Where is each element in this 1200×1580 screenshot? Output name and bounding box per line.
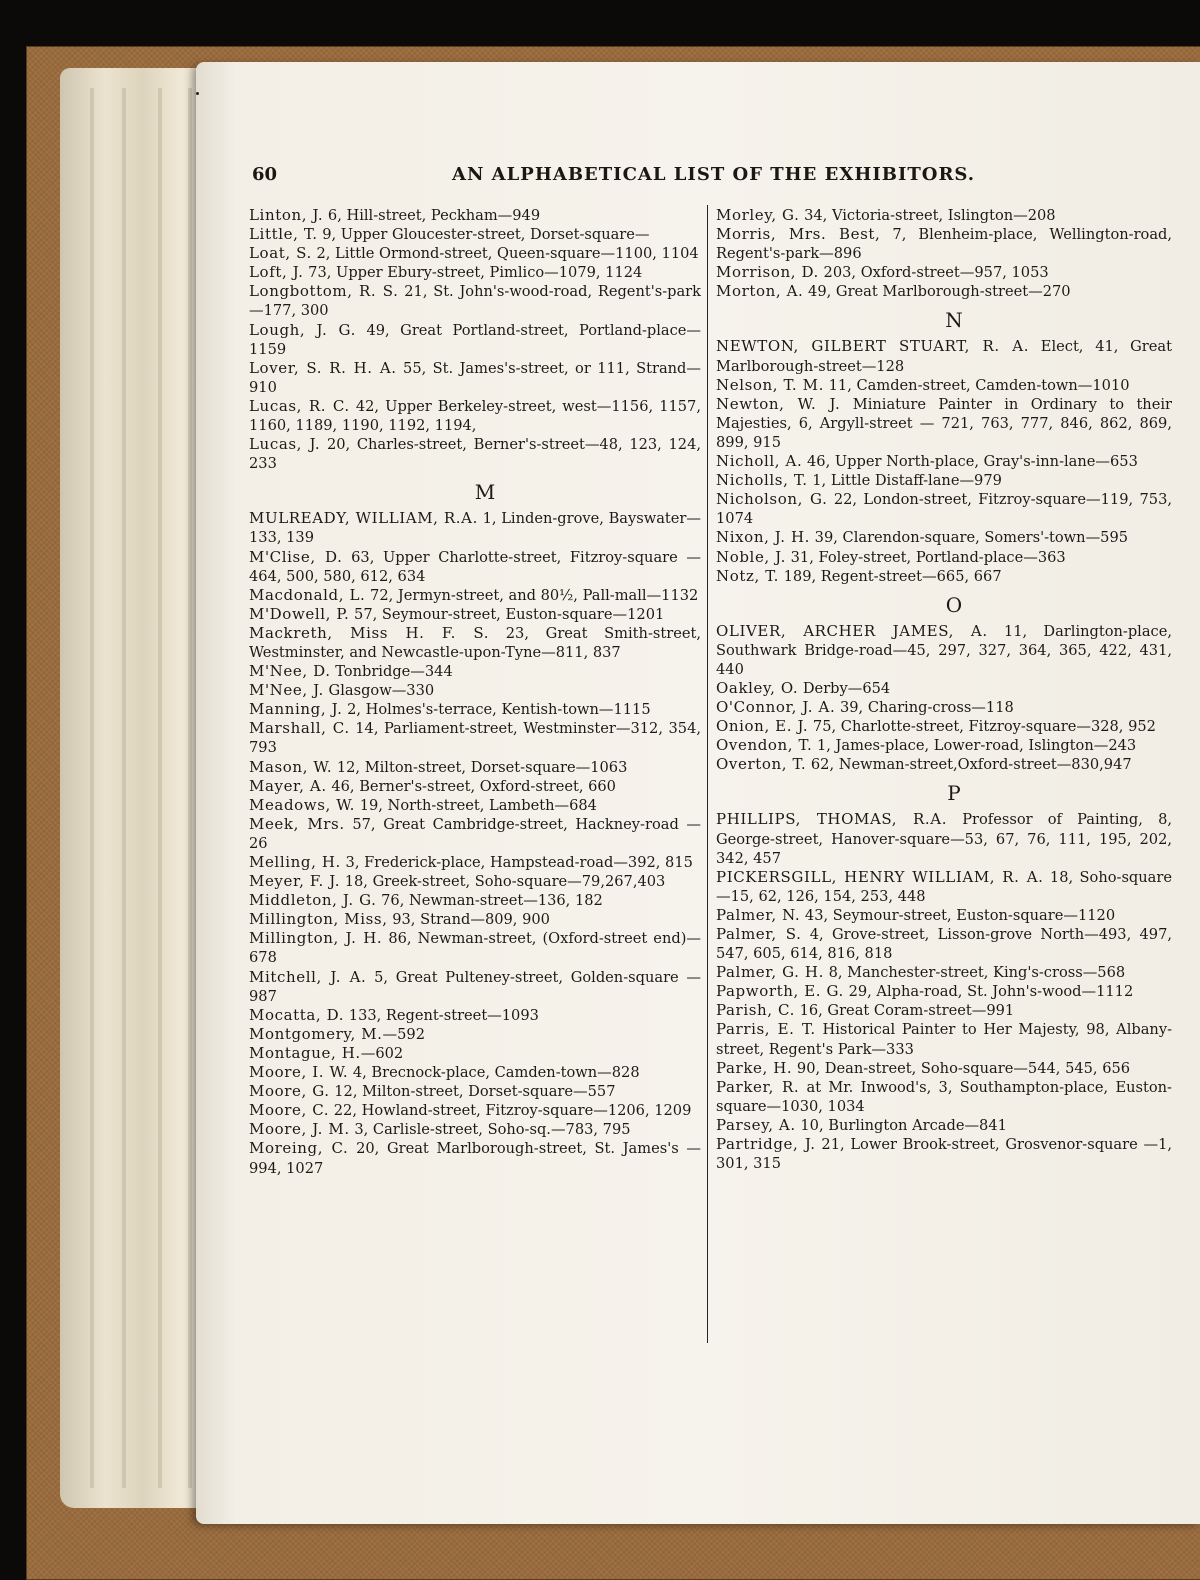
exhibitor-name: Loft, J.: [249, 263, 304, 282]
exhibitor-name: Lough, J. G.: [249, 320, 356, 339]
exhibitor-details: 18, Soho-square—15, 62, 126, 154, 253, 448: [716, 868, 1172, 905]
exhibitor-entry: [716, 1001, 1172, 1020]
exhibitor-entry: [249, 1139, 701, 1177]
exhibitor-entry: [716, 206, 1172, 225]
exhibitor-name: Nicholl, A.: [716, 452, 803, 471]
exhibitor-entry: [716, 263, 1172, 282]
exhibitor-details: 189, Regent-street—665, 667: [779, 567, 1002, 585]
exhibitor-entry: [249, 624, 701, 662]
exhibitor-entry: [249, 910, 701, 929]
exhibitor-name: M'Dowell, P.: [249, 604, 350, 623]
exhibitor-details: 12, Milton-street, Dorset-square—557: [329, 1083, 616, 1101]
exhibitor-entry: [716, 1020, 1172, 1058]
exhibitor-name: Mitchell, J. A.: [249, 967, 367, 986]
exhibitor-details: Glasgow—330: [323, 682, 435, 700]
exhibitor-entry: [716, 736, 1172, 755]
exhibitor-details: 6, Hill-street, Peckham—949: [323, 207, 541, 224]
exhibitor-details: 39, Charing-cross—118: [835, 699, 1014, 717]
exhibitor-entry: [249, 548, 701, 586]
exhibitor-name: Mason, W.: [249, 757, 333, 776]
exhibitor-details: 5, Great Pulteney-street, Golden-square —987: [249, 968, 701, 1005]
exhibitor-name: Nixon, J. H.: [716, 528, 811, 547]
exhibitor-name: Noble, J.: [716, 547, 786, 566]
exhibitor-name: Lucas, J.: [249, 435, 321, 454]
exhibitor-name: Montague, H.: [249, 1043, 361, 1062]
exhibitor-details: 203, Oxford-street—957, 1053: [818, 264, 1049, 282]
exhibitor-name: Melling, H.: [249, 853, 341, 871]
exhibitor-entry: [716, 679, 1172, 698]
exhibitor-details: 42, Upper Berkeley-street, west—1156, 1157, 1160, 1189, 1190, 1192, 1194,: [249, 397, 701, 435]
exhibitor-entry: [716, 225, 1172, 263]
exhibitor-name: MULREADY, WILLIAM, R.A.: [249, 509, 478, 528]
exhibitor-details: 20, Charles-street, Berner's-street—48, 123, 124, 233: [249, 436, 701, 473]
exhibitor-details: 14, Parliament-street, Westminster—312, 354, 793: [249, 720, 701, 757]
exhibitor-name: Notz, T.: [716, 566, 779, 585]
exhibitor-name: PICKERSGILL, HENRY WILLIAM, R. A.: [716, 867, 1044, 886]
exhibitor-entry: [716, 622, 1172, 679]
exhibitor-entry: [716, 490, 1172, 528]
exhibitor-name: Nicholson, G.: [716, 490, 828, 509]
exhibitor-name: Meek, Mrs.: [249, 814, 345, 833]
exhibitor-name: Mocatta, D.: [249, 1005, 345, 1024]
exhibitor-details: 62, Newman-street,Oxford-street—830,947: [806, 756, 1132, 774]
exhibitor-name: Marshall, C.: [249, 719, 350, 738]
exhibitor-details: Miniature Painter in Ordinary to their Majesties, 6, Argyll-street — 721, 763, 777, 846, 862, 869, 899, 915: [716, 395, 1172, 451]
exhibitor-details: 12, Milton-street, Dorset-square—1063: [332, 758, 628, 776]
exhibitor-name: Longbottom, R. S.: [249, 282, 399, 301]
exhibitor-details: 22, Howland-street, Fitzroy-square—1206, 1209: [329, 1102, 692, 1120]
exhibitor-entry: [716, 698, 1172, 717]
exhibitor-entry: [716, 925, 1172, 963]
exhibitor-details: 19, North-street, Lambeth—684: [355, 796, 597, 814]
exhibitor-entry: [249, 244, 701, 263]
page-mark: [196, 92, 199, 95]
exhibitor-details: 55, St. James's-street, or 111, Strand—910: [249, 359, 701, 396]
exhibitor-name: Little, T.: [249, 225, 318, 244]
exhibitor-name: Parker, R.: [716, 1077, 800, 1096]
exhibitor-entry: [716, 548, 1172, 567]
exhibitor-name: Moore, C.: [249, 1101, 330, 1120]
exhibitor-name: O'Connor, J. A.: [716, 698, 836, 717]
exhibitor-details: 8, Manchester-street, King's-cross—568: [823, 964, 1126, 982]
exhibitor-entry: [716, 1116, 1172, 1135]
exhibitor-entry: [249, 681, 701, 700]
exhibitor-entry: [249, 929, 701, 967]
exhibitor-details: 29, Alpha-road, St. John's-wood—1112: [843, 983, 1134, 1001]
exhibitor-name: M'Nee, J.: [249, 681, 324, 700]
section-letter: M: [474, 480, 496, 505]
exhibitor-name: Parish, C.: [716, 1001, 795, 1020]
exhibitor-entry: [249, 700, 701, 719]
exhibitor-entry: [249, 1044, 701, 1063]
exhibitor-details: 39, Clarendon-square, Somers'-town—595: [810, 529, 1129, 547]
exhibitor-details: 3, Frederick-place, Hampstead-road—392, 815: [340, 854, 693, 871]
exhibitor-details: 10, Burlington Arcade—841: [795, 1116, 1007, 1134]
exhibitor-name: Parsey, A.: [716, 1115, 796, 1134]
exhibitor-name: Meyer, F. J.: [249, 872, 341, 891]
exhibitor-name: Oakley, O.: [716, 678, 799, 697]
exhibitor-entry: [249, 225, 701, 244]
exhibitor-entry: [716, 528, 1172, 547]
exhibitor-name: NEWTON, GILBERT STUART, R. A.: [716, 337, 1030, 356]
exhibitor-details: 57, Great Cambridge-street, Hackney-road —26: [249, 815, 702, 852]
exhibitor-details: 75, Charlotte-street, Fitzroy-square—328, 952: [808, 718, 1156, 736]
exhibitor-entry: [716, 717, 1172, 736]
exhibitor-name: Montgomery, M.: [249, 1024, 383, 1043]
exhibitor-name: Papworth, E. G.: [716, 982, 844, 1001]
section-letter: P: [947, 781, 961, 806]
exhibitor-entry: [249, 872, 701, 891]
section-letter: N: [945, 308, 963, 333]
exhibitor-details: 76, Newman-street—136, 182: [376, 892, 603, 910]
exhibitor-name: Palmer, S.: [716, 925, 802, 943]
exhibitor-entry: [249, 509, 701, 547]
exhibitor-name: OLIVER, ARCHER JAMES, A.: [716, 621, 988, 640]
exhibitor-details: 43, Seymour-street, Euston-square—1120: [800, 906, 1116, 924]
exhibitor-details: 1, Little Distaff-lane—979: [807, 472, 1002, 490]
exhibitor-details: 11, Darlington-place, Southwark Bridge-road—45, 297, 327, 364, 365, 422, 431, 440: [716, 622, 1172, 678]
exhibitor-details: 34, Victoria-street, Islington—208: [799, 207, 1056, 224]
exhibitor-details: 72, Jermyn-street, and 80½, Pall-mall—1132: [365, 586, 699, 604]
exhibitor-name: Millington, Miss,: [249, 910, 388, 929]
exhibitor-entry: [249, 1063, 701, 1082]
exhibitor-name: Lover, S. R. H. A.: [249, 358, 397, 377]
exhibitor-details: 21, Lower Brook-street, Grosvenor-square —1, 301, 315: [716, 1136, 1173, 1173]
column-divider: [707, 205, 708, 1343]
exhibitor-entry: [249, 586, 701, 605]
exhibitor-details: 46, Berner's-street, Oxford-street, 660: [326, 777, 616, 795]
exhibitor-entry: [249, 758, 701, 777]
exhibitor-details: 46, Upper North-place, Gray's-inn-lane—653: [802, 453, 1138, 471]
exhibitor-name: Loat, S.: [249, 244, 312, 263]
exhibitor-details: 21, St. John's-wood-road, Regent's-park—177, 300: [249, 283, 702, 320]
exhibitor-details: 18, Greek-street, Soho-square—79,267,403: [340, 873, 666, 891]
exhibitor-details: 23, Great Smith-street, Westminster, and Newcastle-upon-Tyne—811, 837: [249, 624, 701, 661]
page-edges: [60, 68, 210, 1508]
exhibitor-entry: [716, 282, 1172, 301]
exhibitor-details: —602: [360, 1044, 404, 1062]
exhibitor-name: Palmer, N.: [716, 905, 801, 924]
exhibitor-entry: [249, 397, 701, 435]
exhibitor-details: —592: [382, 1025, 425, 1043]
exhibitor-entry: [249, 1006, 701, 1025]
exhibitor-name: Manning, J.: [249, 700, 343, 719]
exhibitor-name: Parris, E. T.: [716, 1020, 816, 1039]
exhibitor-details: Professor of Painting, 8, George-street, Hanover-square—53, 67, 76, 111, 195, 202, 342, 457: [716, 811, 1172, 867]
exhibitor-details: 16, Great Coram-street—991: [794, 1002, 1015, 1020]
exhibitor-details: Derby—654: [798, 679, 891, 697]
exhibitor-details: 49, Great Portland-street, Portland-place—1159: [249, 321, 701, 358]
exhibitor-entry: [249, 321, 701, 359]
exhibitor-details: 20, Great Marlborough-street, St. James's —994, 1027: [249, 1140, 701, 1177]
exhibitor-details: 31, Foley-street, Portland-place—363: [786, 548, 1066, 566]
exhibitor-entry: [716, 337, 1172, 375]
exhibitor-name: Macdonald, L.: [249, 585, 366, 604]
exhibitor-entry: [249, 796, 701, 815]
exhibitor-details: Historical Painter to Her Majesty, 98, Albany-street, Regent's Park—333: [716, 1021, 1172, 1058]
exhibitor-details: 133, Regent-street—1093: [344, 1006, 539, 1024]
exhibitor-name: Morton, A.: [716, 282, 804, 301]
page-title: AN ALPHABETICAL LIST OF THE EXHIBITORS.: [452, 164, 976, 185]
exhibitor-details: 93, Strand—809, 900: [387, 911, 550, 929]
exhibitor-entry: [249, 891, 701, 910]
exhibitor-name: Morrison, D.: [716, 263, 819, 282]
exhibitor-name: Morley, G.: [716, 206, 800, 224]
exhibitor-name: Ovendon, T.: [716, 736, 813, 755]
exhibitor-name: Moreing, C.: [249, 1139, 349, 1158]
exhibitor-entry: [249, 1082, 701, 1101]
exhibitor-entry: [249, 1025, 701, 1044]
exhibitor-entry: [249, 359, 701, 397]
exhibitor-details: 1, James-place, Lower-road, Islington—243: [812, 737, 1137, 755]
exhibitor-entry: [249, 1101, 701, 1120]
exhibitor-entry: [716, 906, 1172, 925]
exhibitor-entry: [249, 777, 701, 796]
exhibitor-details: 3, Carlisle-street, Soho-sq.—783, 795: [349, 1121, 631, 1139]
exhibitor-name: Onion, E. J.: [716, 717, 809, 736]
exhibitor-name: Palmer, G. H.: [716, 963, 824, 982]
exhibitor-entry: [716, 810, 1172, 867]
exhibitor-name: Linton, J.: [249, 206, 324, 224]
exhibitor-entry: [249, 206, 701, 225]
exhibitor-entry: [716, 395, 1172, 452]
exhibitor-name: Newton, W. J.: [716, 394, 841, 413]
exhibitor-details: 73, Upper Ebury-street, Pimlico—1079, 1124: [303, 264, 643, 282]
exhibitor-name: Millington, J. H.: [249, 929, 383, 948]
exhibitor-entry: [716, 963, 1172, 982]
exhibitor-details: Tonbridge—344: [330, 663, 453, 681]
exhibitor-name: M'Nee, D.: [249, 662, 331, 681]
exhibitor-name: Middleton, J. G.: [249, 891, 377, 910]
exhibitor-name: Parke, H.: [716, 1058, 793, 1077]
exhibitor-details: 2, Little Ormond-street, Queen-square—1100, 1104: [311, 245, 699, 263]
exhibitor-entry: [716, 452, 1172, 471]
exhibitor-entry: [716, 567, 1172, 586]
exhibitor-entry: [249, 719, 701, 757]
section-letter: O: [945, 592, 963, 617]
exhibitor-entry: [249, 815, 701, 853]
exhibitor-details: Elect, 41, Great Marlborough-street—128: [716, 338, 1172, 375]
exhibitor-entry: [249, 968, 701, 1006]
exhibitor-entry: [716, 1059, 1172, 1078]
exhibitor-name: M'Clise, D.: [249, 547, 343, 566]
left-column: [249, 206, 701, 1178]
exhibitor-entry: [716, 868, 1172, 906]
exhibitor-name: Moore, J. M.: [249, 1120, 350, 1139]
exhibitor-name: Partridge, J.: [716, 1135, 816, 1154]
exhibitor-entry: [716, 755, 1172, 774]
exhibitor-name: Mackreth, Miss H. F. S.: [249, 623, 490, 642]
exhibitor-name: Meadows, W.: [249, 795, 356, 814]
exhibitor-details: 11, Camden-street, Camden-town—1010: [824, 376, 1130, 394]
exhibitor-entry: [249, 605, 701, 624]
exhibitor-name: Overton, T.: [716, 755, 807, 774]
exhibitor-entry: [249, 263, 701, 282]
exhibitor-details: 90, Dean-street, Soho-square—544, 545, 656: [792, 1059, 1131, 1077]
exhibitor-details: 7, Blenheim-place, Wellington-road, Regent's-park—896: [716, 226, 1173, 263]
exhibitor-name: Lucas, R. C.: [249, 396, 350, 415]
exhibitor-entry: [716, 1135, 1172, 1173]
exhibitor-details: 4, Brecnock-place, Camden-town—828: [348, 1064, 640, 1082]
exhibitor-entry: [716, 376, 1172, 395]
exhibitor-entry: [249, 282, 701, 320]
exhibitor-details: 86, Newman-street, (Oxford-street end)—678: [249, 930, 701, 967]
exhibitor-details: 4, Grove-street, Lisson-grove North—493, 497, 547, 605, 614, 816, 818: [716, 926, 1173, 963]
exhibitor-entry: [249, 1120, 701, 1139]
exhibitor-details: 2, Holmes's-terrace, Kentish-town—1115: [342, 701, 651, 719]
right-column: [716, 206, 1172, 1173]
exhibitor-entry: [716, 1078, 1172, 1116]
exhibitor-entry: [249, 662, 701, 681]
exhibitor-details: 63, Upper Charlotte-street, Fitzroy-square —464, 500, 580, 612, 634: [249, 548, 701, 585]
exhibitor-entry: [249, 435, 701, 473]
exhibitor-name: Nelson, T. M.: [716, 375, 824, 394]
exhibitor-details: 22, London-street, Fitzroy-square—119, 753, 1074: [716, 491, 1172, 528]
exhibitor-name: Moore, G.: [249, 1082, 330, 1101]
exhibitor-name: Moore, I. W.: [249, 1063, 349, 1082]
exhibitor-entry: [716, 471, 1172, 490]
exhibitor-details: 57, Seymour-street, Euston-square—1201: [349, 605, 665, 623]
exhibitor-details: at Mr. Inwood's, 3, Southampton-place, Euston-square—1030, 1034: [716, 1078, 1172, 1115]
exhibitor-name: Mayer, A.: [249, 776, 327, 795]
exhibitor-name: PHILLIPS, THOMAS, R.A.: [716, 810, 948, 829]
exhibitor-entry: [249, 853, 701, 872]
exhibitor-details: 9, Upper Gloucester-street, Dorset-square—: [317, 226, 650, 244]
exhibitor-entry: [716, 982, 1172, 1001]
page-number: 60: [252, 164, 278, 185]
exhibitor-name: Morris, Mrs. Best,: [716, 225, 881, 244]
exhibitor-details: 49, Great Marlborough-street—270: [803, 283, 1071, 301]
exhibitor-name: Nicholls, T.: [716, 471, 808, 490]
exhibitor-details: 1, Linden-grove, Bayswater—133, 139: [249, 510, 701, 547]
